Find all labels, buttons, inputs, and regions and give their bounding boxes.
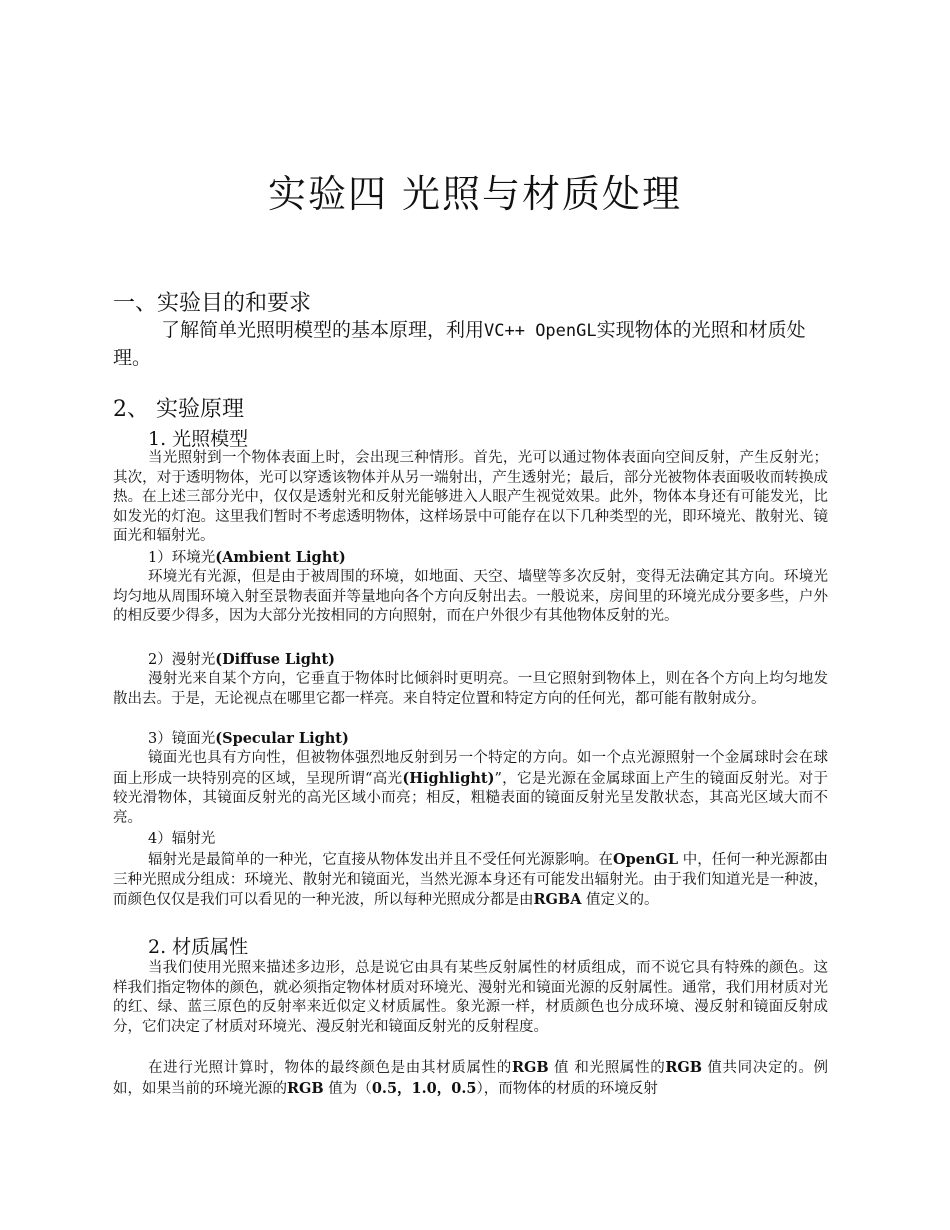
ambient-light-paragraph: 环境光有光源，但是由于被周围的环境，如地面、天空、墙壁等多次反射，变得无法确定其方向。环境光均匀地从周围环境入射至景物表面并等量地向各个方向反射出去。一般说来，房间里的环境光成分要多些，户外的相反要少得多，因为大部分光按相同的方向照射，而在户外很少有其他物体反射的光。	[113, 569, 828, 624]
objectives-text-b: 实现物体的光照和材质处理。	[113, 319, 806, 369]
section-heading-principles: 2、 实验原理	[113, 397, 244, 422]
material-rgb-value: 0.5，1.0，0.5	[371, 1079, 477, 1097]
objectives-tech: VC++ OpenGL	[484, 321, 597, 341]
objectives-paragraph	[113, 317, 843, 372]
material-text-g: 值为（	[323, 1080, 372, 1097]
lighting-model-paragraph: 当光照射到一个物体表面上时，会出现三种情形。首先，光可以通过物体表面向空间反射，产生反射光；其次，对于透明物体，光可以穿透该物体并从另一端射出，产生透射光；最后，部分光被物体表面吸收而转换成热。在上述三部分光中，仅仅是透射光和反射光能够进入人眼产生视觉效果。此外，物体本身还有可能发光，比如发光的灯泡。这里我们暂时不考虑透明物体，这样场景中可能存在以下几种类型的光，即环境光、散射光、镜面光和辐射光。	[113, 450, 828, 544]
material-paragraph-2	[113, 1058, 828, 1099]
emissive-text-c: 中，任何一种光源都由三种光照成分组成：环境光、散射光和镜面光，当然光源本身还有可能发出辐射光。由于我们知道光是一种波，而颜色仅仅是我们可以看见的一种光波，所以每种光照成分都是由	[113, 852, 829, 908]
emissive-opengl-term: OpenGL	[612, 851, 679, 868]
material-paragraph-1: 当我们使用光照来描述多边形，总是说它由具有某些反射属性的材质组成，而不说它具有特殊的颜色。这样我们指定物体的颜色，就必须指定物体材质对环境光、漫射光和镜面光源的反射属性。通常，我们用材质对光的红、绿、蓝三原色的反射率来近似定义材质属性。象光源一样，材质颜色也分成环境、漫反射和镜面反射成分，它们决定了材质对环境光、漫反射光和镜面反射光的反射程度。	[113, 960, 828, 1035]
ambient-label-en: (Ambient Light)	[215, 549, 346, 566]
emissive-rgba-term: RGBA	[533, 891, 582, 908]
emissive-light-paragraph	[113, 850, 828, 911]
material-rgb-term-1: RGB	[511, 1059, 549, 1076]
page-title: 实验四 光照与材质处理	[267, 172, 683, 216]
ambient-light-label	[148, 548, 346, 569]
specular-light-label	[148, 729, 349, 750]
emissive-text-a: 辐射光是最简单的一种光，它直接从物体发出并且不受任何光源影响。在	[148, 852, 613, 868]
material-text-i: ），而物体的材质的环境反射	[476, 1080, 658, 1097]
material-rgb-term-2: RGB	[665, 1059, 703, 1076]
subsection-heading-material: 2. 材质属性	[148, 936, 249, 958]
specular-label-cn: 3）镜面光	[148, 731, 216, 747]
emissive-text-e: 值定义的。	[581, 892, 659, 908]
specular-text-c: ”，它是光源在金属球面上产生的镜面反射光。对于较光滑物体，其镜面反射光的高光区域小而亮；相反，粗糙表面的镜面反射光呈发散状态，其高光区域大而不亮。	[113, 770, 828, 826]
material-text-e: 值共同决定的。例如，如果当前的环境光源的	[113, 1060, 829, 1097]
material-rgb-term-3: RGB	[287, 1079, 324, 1097]
ambient-label-cn: 1）环境光	[148, 550, 216, 566]
material-text-c: 值 和光照属性的	[548, 1060, 666, 1076]
specular-highlight-term: (Highlight)	[402, 769, 495, 787]
specular-light-paragraph	[113, 749, 828, 828]
specular-label-en: (Specular Light)	[215, 730, 349, 747]
diffuse-light-label	[148, 650, 335, 671]
diffuse-label-en: (Diffuse Light)	[215, 651, 336, 668]
subsection-heading-lighting-model: 1. 光照模型	[148, 428, 249, 450]
emissive-light-label: 4）辐射光	[148, 831, 216, 847]
specular-text-a: 镜面光也具有方向性，但被物体强烈地反射到另一个特定的方向。如一个点光源照射一个金属球时会在球面上形成一块特别亮的区域，呈现所谓“高光	[113, 750, 828, 787]
diffuse-label-cn: 2）漫射光	[148, 652, 216, 668]
section-heading-objectives: 一、实验目的和要求	[113, 291, 312, 316]
objectives-text-a: 了解简单光照明模型的基本原理，利用	[161, 319, 485, 341]
diffuse-light-paragraph: 漫射光来自某个方向，它垂直于物体时比倾斜时更明亮。一旦它照射到物体上，则在各个方向上均匀地发散出去。于是，无论视点在哪里它都一样亮。来自特定位置和特定方向的任何光，都可能有散射成分。	[113, 671, 828, 707]
material-text-a: 在进行光照计算时，物体的最终颜色是由其材质属性的	[148, 1060, 512, 1076]
